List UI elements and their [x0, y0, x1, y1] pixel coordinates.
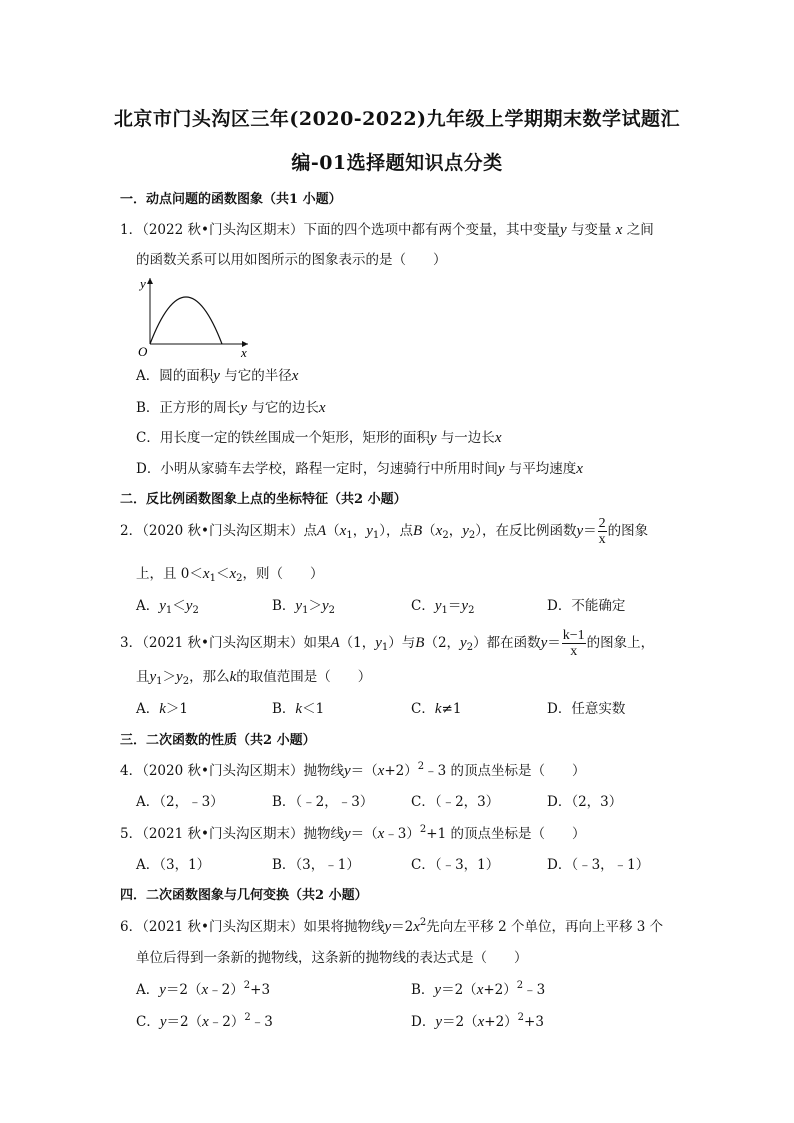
question-2-stem: [120, 516, 648, 547]
text-segment: +3: [524, 1014, 544, 1030]
subscript: 2: [442, 530, 449, 541]
text-segment: B．: [272, 701, 296, 717]
text-segment: 先向左平移 2 个单位，再向上平移 3 个: [426, 919, 664, 935]
math-variable: B: [412, 523, 423, 539]
y-axis-arrow: [147, 278, 153, 284]
text-segment: 与一边长: [440, 430, 495, 446]
math-variable: y: [576, 523, 584, 539]
text-segment: 的图象上，: [586, 635, 655, 651]
text-segment: x: [570, 644, 578, 659]
text-segment: 的取值范围是（ ）: [236, 669, 372, 685]
math-variable: y: [559, 222, 567, 238]
option-a: A．（2，﹣3）: [136, 794, 224, 810]
question-6-stem-line-2: 单位后得到一条新的抛物线，这条新的抛物线的表达式是（ ）: [136, 950, 528, 966]
math-variable: A: [330, 635, 340, 651]
parabola-curve: [150, 297, 222, 344]
math-variable: y: [460, 635, 467, 651]
text-segment: ＝2（: [442, 1014, 478, 1030]
text-segment: ＝: [583, 523, 597, 539]
text-segment: ，那么: [189, 669, 230, 685]
exponent: 2: [419, 824, 427, 835]
text-segment: ﹣3: [250, 1014, 273, 1030]
text-segment: ＝2（: [165, 982, 202, 998]
text-segment: ＝: [547, 635, 561, 651]
math-variable: y: [434, 598, 442, 614]
question-3-stem-line-2: [136, 665, 371, 687]
text-segment: （2020 秋•门头沟区期末）: [142, 523, 304, 539]
text-segment: ＞: [162, 669, 177, 685]
text-segment: A．: [136, 701, 160, 717]
text-segment: B．: [272, 598, 296, 614]
text-segment: 圆的面积: [159, 368, 214, 384]
text-segment: 与它的边长: [251, 400, 319, 416]
math-variable: y: [435, 1014, 442, 1030]
math-variable: y: [434, 982, 442, 998]
math-variable: x: [202, 566, 210, 582]
option-c: [136, 1010, 273, 1031]
math-variable: y: [384, 919, 392, 935]
subscript: 2: [192, 605, 199, 616]
math-variable: y: [343, 763, 351, 779]
exponent: 2: [417, 761, 425, 772]
text-segment: 抛物线: [303, 826, 344, 842]
math-variable: x: [494, 430, 502, 446]
text-segment: 如果: [303, 635, 331, 651]
subscript: 2: [466, 642, 474, 653]
option-d: D．任意实数: [547, 701, 626, 717]
math-variable: x: [202, 1014, 209, 1030]
math-variable: B: [415, 635, 425, 651]
math-variable: y: [159, 1014, 167, 1030]
text-segment: A．: [136, 982, 160, 998]
text-segment: D．: [136, 461, 161, 477]
math-variable: x: [377, 826, 385, 842]
math-variable: y: [497, 461, 505, 477]
text-segment: 下面的四个选项中都有两个变量，其中变量: [303, 222, 560, 238]
text-segment: 用长度一定的铁丝围成一个矩形，矩形的面积: [159, 430, 430, 446]
text-segment: ＝2（: [441, 982, 477, 998]
option-c: [136, 426, 501, 447]
text-segment: ＝2: [391, 919, 414, 935]
text-segment: （2，: [424, 635, 461, 651]
text-segment: +3: [250, 982, 271, 998]
section-heading-3: 三．二次函数的性质（共2 小题）: [120, 733, 316, 748]
text-segment: +1 的顶点坐标是（ ）: [426, 826, 586, 842]
text-segment: 2．: [120, 523, 143, 539]
text-segment: 且: [136, 669, 150, 685]
subscript: 2: [328, 605, 336, 616]
text-segment: ）都在函数: [473, 635, 541, 651]
math-variable: x: [291, 368, 299, 384]
text-segment: 6．: [120, 919, 143, 935]
exponent: 2: [243, 980, 251, 991]
math-variable: x: [377, 763, 385, 779]
text-segment: ﹣2）: [208, 1014, 245, 1030]
math-variable: A: [316, 523, 327, 539]
text-segment: 3．: [120, 635, 143, 651]
option-c: [411, 594, 474, 616]
text-segment: A．: [136, 598, 160, 614]
math-variable: k: [295, 701, 303, 717]
text-segment: 正方形的周长: [159, 400, 241, 416]
math-variable: y: [240, 400, 248, 416]
text-segment: ＜1: [302, 701, 325, 717]
text-segment: （2021 秋•门头沟区期末）: [142, 919, 304, 935]
math-variable: y: [321, 598, 329, 614]
math-variable: x: [339, 523, 347, 539]
math-variable: y: [375, 635, 382, 651]
subscript: 2: [182, 676, 190, 687]
page-title-line-1: 北京市门头沟区三年(2020-2022)九年级上学期期末数学试题汇: [113, 108, 681, 130]
text-segment: D．: [411, 1014, 436, 1030]
text-segment: ＞1: [165, 701, 189, 717]
question-number: 1．: [120, 222, 143, 238]
math-variable: x: [477, 1014, 485, 1030]
option-b: [272, 697, 324, 718]
subscript: 1: [302, 605, 309, 616]
math-variable: x: [229, 566, 237, 582]
text-segment: ≠1: [441, 701, 462, 717]
text-segment: （2020 秋•门头沟区期末）: [142, 763, 304, 779]
fraction: [562, 628, 586, 659]
question-2-stem-line-2: [136, 562, 323, 584]
text-segment: B．: [411, 982, 435, 998]
text-segment: ＝（: [350, 763, 378, 779]
math-variable: x: [413, 919, 420, 935]
option-a: A．（3，1）: [136, 857, 211, 873]
text-segment: （2021 秋•门头沟区期末）: [142, 826, 304, 842]
math-variable: y: [540, 635, 548, 651]
question-1-stem-line-2: 的函数关系可以用如图所示的图象表示的是（ ）: [136, 252, 447, 268]
text-segment: 抛物线: [303, 763, 344, 779]
subscript: 1: [381, 642, 389, 653]
math-variable: y: [176, 669, 183, 685]
page-title-line-2: 编-01选择题知识点分类: [291, 152, 503, 174]
subscript: 1: [441, 605, 448, 616]
text-segment: +2）: [384, 763, 418, 779]
math-variable: x: [615, 222, 623, 238]
math-variable: x: [201, 982, 209, 998]
text-segment: +2）: [484, 1014, 518, 1030]
subscript: 1: [156, 676, 163, 687]
math-variable: x: [318, 400, 326, 416]
option-d: [136, 457, 583, 478]
text-segment: ，则（ ）: [242, 566, 324, 582]
option-a: [136, 978, 270, 999]
math-variable: y: [429, 430, 437, 446]
text-segment: ﹣3: [523, 982, 546, 998]
section-heading-2: 二．反比例函数图象上点的坐标特征（共2 小题）: [120, 492, 407, 507]
text-segment: B．: [136, 400, 160, 416]
option-d: D．不能确定: [547, 598, 626, 614]
text-segment: C．: [136, 430, 160, 446]
text-segment: 与变量: [570, 222, 612, 238]
math-variable: y: [295, 598, 303, 614]
option-b: [136, 396, 326, 417]
option-b: [272, 594, 335, 616]
question-5-stem: [120, 822, 585, 843]
text-segment: C．: [411, 701, 435, 717]
text-segment: （: [326, 523, 340, 539]
exponent: 2: [517, 1012, 525, 1023]
text-segment: （: [422, 523, 436, 539]
text-segment: （1，: [339, 635, 376, 651]
option-b: B．（3，﹣1）: [272, 857, 360, 873]
origin-label: O: [138, 344, 148, 359]
text-segment: +2）: [483, 982, 517, 998]
math-variable: y: [149, 669, 157, 685]
text-segment: 小明从家骑车去学校，路程一定时，匀速骑行中所用时间: [160, 461, 498, 477]
subscript: 1: [372, 530, 380, 541]
text-segment: ＞: [308, 598, 322, 614]
option-c: [411, 697, 461, 718]
text-segment: 如果将抛物线: [303, 919, 385, 935]
math-variable: y: [185, 598, 193, 614]
option-a: [136, 364, 298, 385]
question-3-stem: [120, 628, 654, 659]
option-b: [411, 978, 545, 999]
subscript: 1: [346, 530, 353, 541]
subscript: 1: [165, 605, 173, 616]
math-variable: y: [213, 368, 220, 384]
text-segment: x: [598, 532, 606, 547]
text-segment: k−1: [562, 628, 585, 643]
option-d: [411, 1010, 544, 1031]
text-segment: 上，且 0＜: [136, 566, 203, 582]
text-segment: ）: [379, 523, 386, 539]
text-segment: ）与: [388, 635, 416, 651]
math-variable: x: [435, 523, 443, 539]
function-graph: [134, 270, 254, 360]
text-segment: ＝: [447, 598, 462, 614]
text-segment: ，: [352, 523, 367, 539]
math-variable: k: [229, 669, 237, 685]
option-d: D．（2，3）: [547, 794, 623, 810]
text-segment: （2021 秋•门头沟区期末）: [142, 635, 304, 651]
section-heading-4: 四．二次函数图象与几何变换（共2 小题）: [120, 888, 368, 903]
math-variable: y: [461, 598, 469, 614]
math-variable: y: [159, 598, 166, 614]
math-variable: k: [159, 701, 166, 717]
subscript: 1: [209, 573, 216, 584]
text-segment: 之间: [626, 222, 654, 238]
option-b: B．（﹣2，﹣3）: [272, 794, 374, 810]
exponent: 2: [516, 980, 524, 991]
text-segment: ＜: [215, 566, 230, 582]
subscript: 2: [468, 530, 476, 541]
text-segment: 2: [598, 516, 606, 531]
question-source: （2022 秋•门头沟区期末）: [142, 222, 304, 238]
y-axis-label: y: [140, 276, 146, 291]
option-c: C．（﹣2，3）: [411, 794, 500, 810]
text-segment: A．: [136, 368, 160, 384]
question-1-stem: [120, 218, 654, 239]
x-axis-label: x: [241, 345, 247, 360]
option-a: [136, 697, 188, 718]
math-variable: y: [366, 523, 373, 539]
text-segment: C．: [136, 1014, 160, 1030]
exponent: 2: [244, 1012, 251, 1023]
text-segment: ﹣2）: [208, 982, 244, 998]
math-variable: y: [159, 982, 166, 998]
text-segment: 点: [303, 523, 317, 539]
text-segment: ，在反比例函数: [482, 523, 577, 539]
text-segment: 4．: [120, 763, 143, 779]
math-variable: y: [343, 826, 351, 842]
text-segment: 的图象: [607, 523, 649, 539]
math-variable: x: [476, 982, 484, 998]
text-segment: 与它的半径: [224, 368, 292, 384]
text-segment: ，: [448, 523, 463, 539]
question-6-stem: [120, 915, 663, 936]
section-heading-1: 一．动点问题的函数图象（共1 小题）: [120, 192, 342, 207]
subscript: 2: [468, 605, 475, 616]
question-4-stem: [120, 759, 585, 780]
math-variable: k: [434, 701, 442, 717]
text-segment: ，点: [385, 523, 413, 539]
math-variable: y: [462, 523, 469, 539]
option-d: D．（﹣3，﹣1）: [547, 857, 650, 873]
text-segment: ﹣3 的顶点坐标是（ ）: [424, 763, 586, 779]
fraction: [598, 516, 607, 547]
text-segment: 5．: [120, 826, 143, 842]
text-segment: ﹣3）: [384, 826, 420, 842]
subscript: 2: [236, 573, 243, 584]
text-segment: ＝2（: [166, 1014, 203, 1030]
text-segment: ＝（: [350, 826, 378, 842]
option-a: [136, 594, 199, 616]
text-segment: 与平均速度: [508, 461, 577, 477]
text-segment: C．: [411, 598, 435, 614]
text-segment: ）: [475, 523, 482, 539]
text-segment: ＜: [172, 598, 186, 614]
math-variable: x: [576, 461, 583, 477]
option-c: C．（﹣3，1）: [411, 857, 500, 873]
exponent: 2: [419, 917, 427, 928]
